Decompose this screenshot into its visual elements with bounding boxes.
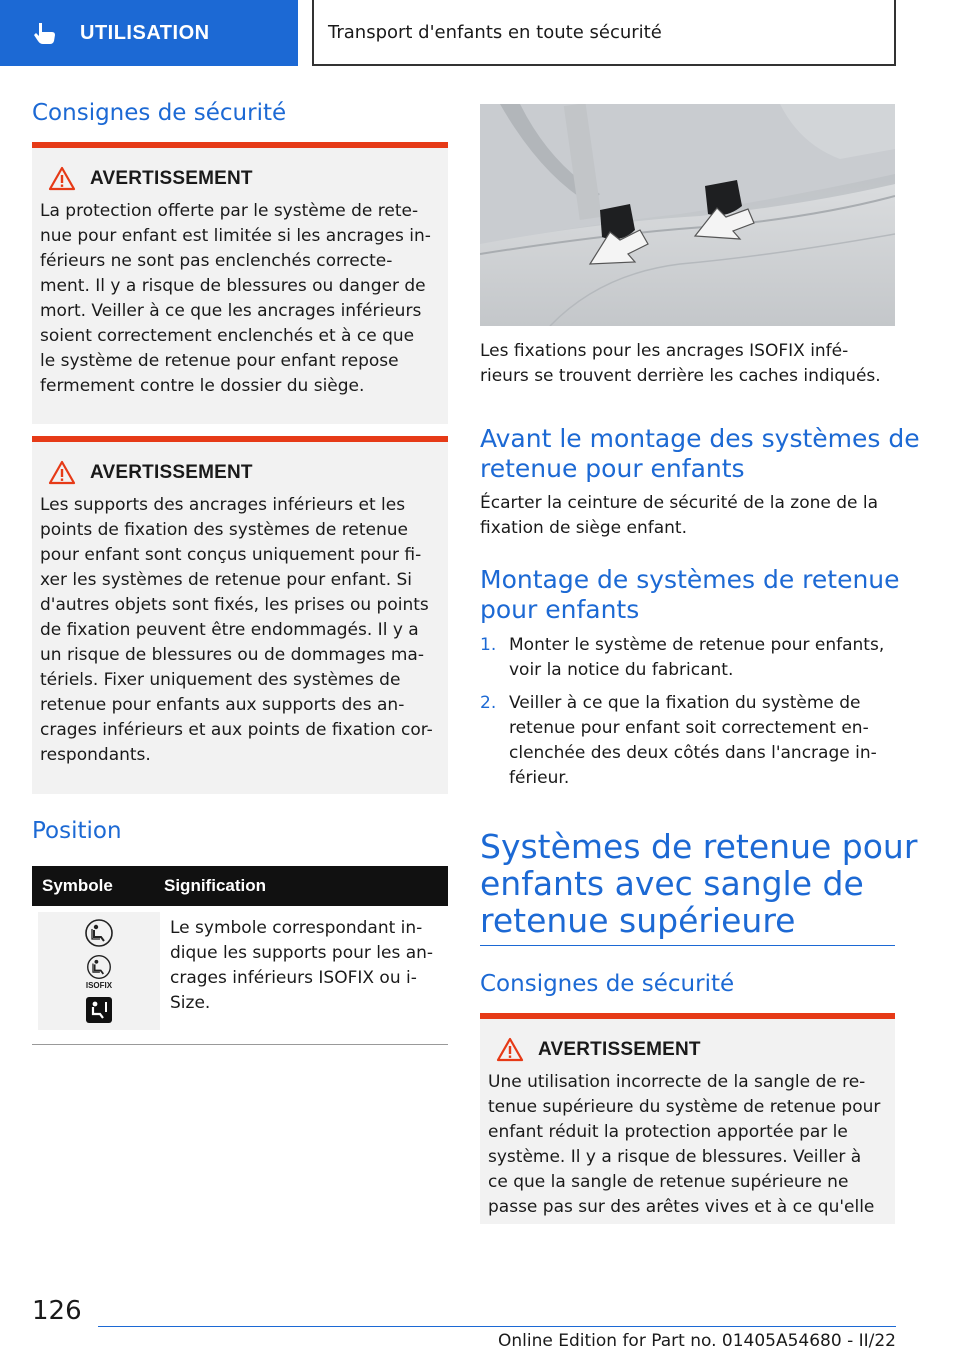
warning-line: ment. Il y a risque de blessures ou danger de (40, 276, 426, 296)
caption-line: Les fixations pour les ancrages ISOFIX infé- (480, 341, 849, 361)
list-item (480, 691, 896, 791)
warning-line: système. Il y a risque de blessures. Veiller à (488, 1147, 862, 1167)
warning-title: AVERTISSEMENT (90, 461, 253, 483)
warning-line: respondants. (40, 745, 151, 765)
heading-line: enfants avec sangle de (480, 864, 864, 903)
step-number: 1. (480, 635, 497, 655)
warning-line: tenue supérieure du système de retenue pour (488, 1097, 881, 1117)
i-size-seat-icon (85, 996, 113, 1024)
warning-title: AVERTISSEMENT (90, 167, 253, 189)
section-tab (0, 0, 298, 66)
warning-line: La protection offerte par le système de rete- (40, 201, 419, 221)
table-bottom-rule (32, 1044, 448, 1045)
heading-line: pour enfants (480, 595, 640, 624)
warning-line: d'autres objets sont fixés, les prises ou points (40, 595, 429, 615)
warning-line: points de fixation des systèmes de retenue (40, 520, 408, 540)
step-number: 2. (480, 693, 497, 713)
warning-line: de fixation peuvent être endommagés. Il y a (40, 620, 419, 640)
warning-line: xer les systèmes de retenue pour enfant. Si (40, 570, 413, 590)
edition-text: Online Edition for Part no. 01405A54680 - II/22 (497, 1331, 896, 1351)
warning-title: AVERTISSEMENT (538, 1038, 701, 1060)
warning-line: passe pas sur des arêtes vives et à ce qu'elle (488, 1197, 875, 1217)
warning-line: Les supports des ancrages inférieurs et les (40, 495, 406, 515)
warning-line: soient correctement enclenchés et à ce que (40, 326, 415, 346)
heading-line: retenue supérieure (480, 901, 796, 940)
section-label: UTILISATION (80, 21, 210, 44)
warning-line: pour enfant sont conçus uniquement pour fi- (40, 545, 422, 565)
isofix-label: ISOFIX (85, 981, 113, 990)
warning-line: nue pour enfant est limitée si les ancrages in- (40, 226, 431, 246)
step-line: retenue pour enfant soit correctement en- (509, 718, 869, 738)
photo-caption (480, 339, 896, 389)
isofix-seat-icon (86, 954, 112, 980)
left-heading-position: Position (32, 818, 122, 844)
warning-line: Une utilisation incorrecte de la sangle de re- (488, 1072, 866, 1092)
before-mounting-text (480, 491, 896, 541)
main-heading-top-tether (480, 828, 917, 939)
warning-line: tériels. Fixer uniquement des systèmes de (40, 670, 401, 690)
heading-line: Systèmes de retenue pour (480, 827, 918, 866)
chapter-title (312, 0, 896, 66)
warning-line: mort. Veiller à ce que les ancrages inférieurs (40, 301, 422, 321)
step-line: voir la notice du fabricant. (509, 660, 734, 680)
child-seat-icon (84, 918, 114, 948)
heading-line: Avant le montage des systèmes de (480, 424, 920, 453)
list-item (480, 633, 896, 683)
warning-line: enfant réduit la protection apportée par le (488, 1122, 848, 1142)
hand-pointer-icon (32, 20, 58, 46)
symbol-table (32, 866, 448, 1030)
warning-line: crages inférieurs et aux points de fixation cor- (40, 720, 433, 740)
step-line: clenchée des deux côtés dans l'ancrage in- (509, 743, 877, 763)
symbol-cell (38, 912, 160, 1030)
text-line: fixation de siège enfant. (480, 518, 687, 538)
table-row (32, 906, 448, 1030)
heading-line: retenue pour enfants (480, 454, 745, 483)
step-line: Monter le système de retenue pour enfants, (509, 635, 885, 655)
text-line: Écarter la ceinture de sécurité de la zone de la (480, 493, 879, 513)
seat-illustration (480, 104, 895, 326)
warning-line: fermement contre le dossier du siège. (40, 376, 365, 396)
heading-before-mounting (480, 424, 920, 484)
isofix-anchor-photo (480, 104, 895, 326)
warning-box-2 (32, 436, 448, 794)
table-header (32, 866, 448, 906)
warning-triangle-icon (496, 1037, 524, 1062)
warning-triangle-icon (48, 460, 76, 485)
warning-line: un risque de blessures ou de dommages ma- (40, 645, 424, 665)
warning-box-3 (480, 1013, 895, 1224)
warning-box-1 (32, 142, 448, 424)
meaning-line: dique les supports pour les an- (170, 943, 434, 963)
caption-line: rieurs se trouvent derrière les caches indiqués. (480, 366, 881, 386)
warning-line: ce que la sangle de retenue supérieure ne (488, 1172, 849, 1192)
heading-rule (480, 945, 895, 946)
warning-triangle-icon (48, 166, 76, 191)
left-heading-safety: Consignes de sécurité (32, 100, 287, 126)
page-number: 126 (32, 1296, 82, 1326)
meaning-line: Le symbole correspondant in- (170, 918, 423, 938)
chapter-title-text: Transport d'enfants en toute sécurité (328, 21, 662, 43)
right-heading-safety: Consignes de sécurité (480, 971, 735, 997)
warning-line: retenue pour enfants aux supports des an- (40, 695, 405, 715)
heading-mounting (480, 565, 900, 625)
step-line: férieur. (509, 768, 570, 788)
footer-rule (98, 1326, 896, 1327)
meaning-cell (160, 906, 444, 1030)
table-header-meaning: Signification (164, 876, 266, 895)
meaning-line: Size. (170, 993, 211, 1013)
mounting-steps (480, 633, 896, 791)
table-header-symbol: Symbole (42, 876, 113, 895)
step-line: Veiller à ce que la fixation du système de (509, 693, 861, 713)
heading-line: Montage de systèmes de retenue (480, 565, 900, 594)
warning-line: le système de retenue pour enfant repose (40, 351, 399, 371)
warning-line: férieurs ne sont pas enclenchés correcte- (40, 251, 393, 271)
meaning-line: crages inférieurs ISOFIX ou i- (170, 968, 417, 988)
